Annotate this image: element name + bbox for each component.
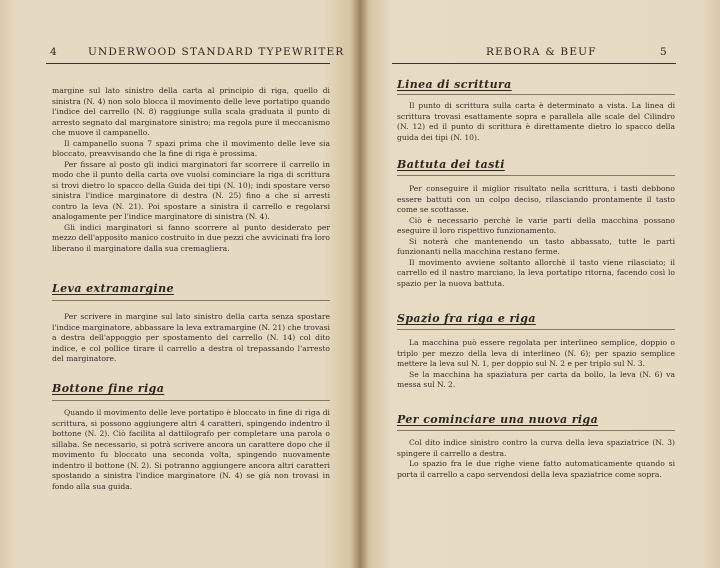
right-page-number: 5 <box>660 46 668 58</box>
section-heading: Leva extramargine <box>52 282 174 295</box>
right-running-head: REBORA & BEUF <box>486 46 597 58</box>
section-spazio-fra-riga <box>397 312 675 325</box>
section-divider <box>397 94 675 95</box>
section-paragraph: Per scrivere in margine sul lato sinistro della carta senza spostare l'indice marginatore, abbassare la leva extramargine (N. 21) che trovasi a destra dell'appoggio per spostamento del carrello (N. 14) col dito indice, e col pollice tirare il carrello a destra ol trepassando l'arresto del marginatore. <box>52 312 330 363</box>
section-divider <box>52 300 330 301</box>
section-bottone-fine-riga <box>52 382 330 395</box>
section-heading: Linea di scrittura <box>397 78 512 91</box>
section-cominciare-nuova-riga <box>397 413 675 426</box>
section-heading: Battuta dei tasti <box>397 158 505 171</box>
section-battuta-dei-tasti <box>397 158 675 171</box>
right-header-rule <box>392 63 676 64</box>
left-intro-text <box>52 86 330 254</box>
section-linea-di-scrittura <box>397 78 675 91</box>
section-battuta-text <box>397 184 675 289</box>
section-spazio-text <box>397 338 675 391</box>
section-heading: Per cominciare una nuova riga <box>397 413 599 426</box>
section-paragraph: Ciò è necessario perchè le varie parti della macchina possano eseguire il loro rispettivo funzionamento. <box>397 215 675 235</box>
section-paragraph: Il punto di scrittura sulla carta è determinato a vista. La linea di scrittura trovasi esattamente sopra e parallela alle scale del Cilindro (N. 12) ed il punto di scrittura è direttamente dietro lo spacco della guida dei tipi (N. 10). <box>397 101 675 142</box>
section-paragraph: Per conseguire il miglior risultato nella scrittura, i tasti debbono essere battuti con un colpo deciso, rilasciando prontamente il tasto come se scottasse. <box>397 184 675 214</box>
intro-paragraph: Il campanello suona 7 spazi prima che il movimento delle leve sia bloccato, preavvisando che la fine di riga è prossima. <box>52 138 330 158</box>
section-divider <box>397 430 675 431</box>
intro-paragraph: Per fissare al posto gli indici marginatori far scorrere il carrello in modo che il punto della carta ove vuolsi cominciare la riga di scrittura si trovi dietro lo spacco della Guida dei tipi (N. 10); indi spostare verso sinistra l'indice marginatore di destra (N. 25) fino a che si arresti contro la leva (N. 21). Poi spostare a sinistra il carrello e regolarsi analogamente per l'indice marginatore di sinistra (N. 4). <box>52 159 330 221</box>
intro-paragraph: Gli indici marginatori si fanno scorrere al punto desiderato per mezzo dell'apposito manico costruito in due pezzi che avvicinati fra loro liberano il marginatore dalla sua cremagliera. <box>52 222 330 253</box>
section-divider <box>397 175 675 176</box>
section-linea-text <box>397 101 675 143</box>
book-gutter <box>352 0 368 568</box>
section-leva-text <box>52 312 330 365</box>
section-paragraph: La macchina può essere regolata per interlineo semplice, doppio o triplo per mezzo della leva di interlineo (N. 6); per spazio semplice mettere la leva sul N. 1, per doppio sul N. 2 e per triplo sul N. 3. <box>397 338 675 368</box>
section-bottone-text <box>52 408 330 492</box>
section-leva-extramargine <box>52 282 330 295</box>
left-running-head: UNDERWOOD STANDARD TYPEWRITER <box>88 46 345 58</box>
section-paragraph: Col dito indice sinistro contro la curva della leva spaziatrice (N. 3) spingere il carrello a destra. <box>397 438 675 458</box>
section-paragraph: Se la macchina ha spaziatura per carta da bollo, la leva (N. 6) va messa sul N. 2. <box>397 369 675 389</box>
section-heading: Bottone fine riga <box>52 382 165 395</box>
section-paragraph: Lo spazio fra le due righe viene fatto automaticamente quando si porta il carrello a capo servendosi della leva spaziatrice come sopra. <box>397 459 675 479</box>
intro-paragraph: margine sul lato sinistro della carta al principio di riga, quello di sinistra (N. 4) non solo blocca il movimento delle leve portatipo quando l'indice del carrello (N. 8) raggiunge sulla scala graduata il punto di arresto segnato dal marginatore sinistro; ma regola pure il meccanismo che muove il campanello. <box>52 86 330 137</box>
section-paragraph: Il movimento avviene soltanto allorchè il tasto viene rilasciato; il carrello ed il nastro marciano, la leva portatipo ritorna, facendo così lo spazio per la nuova battuta. <box>397 257 675 288</box>
left-header-rule <box>46 63 330 64</box>
left-page-number: 4 <box>50 46 58 58</box>
section-cominciare-text <box>397 438 675 480</box>
section-divider <box>397 329 675 330</box>
section-paragraph: Si noterà che mantenendo un tasto abbassato, tutte le parti funzionanti nella macchina restano ferme. <box>397 236 675 256</box>
section-heading: Spazio fra riga e riga <box>397 312 536 325</box>
section-paragraph: Quando il movimento delle leve portatipo è bloccato in fine di riga di scrittura, si possono aggiungere altri 4 caratteri, spingendo indentro il bottone (N. 2). Ciò facilita al dattilografo per completare una parola o sillaba. Se necessario, si potrà scrivere ancora un carattere dopo che il movimento fu bloccato una seconda volta, spingendo nuovamente indentro il bottone (N. 2). Si potranno aggiungere ancora altri caratteri spostando a sinistra l'indice marginatore (N. 4) se già non trovasi in fondo alla sua guida. <box>52 408 330 491</box>
section-divider <box>52 400 330 401</box>
